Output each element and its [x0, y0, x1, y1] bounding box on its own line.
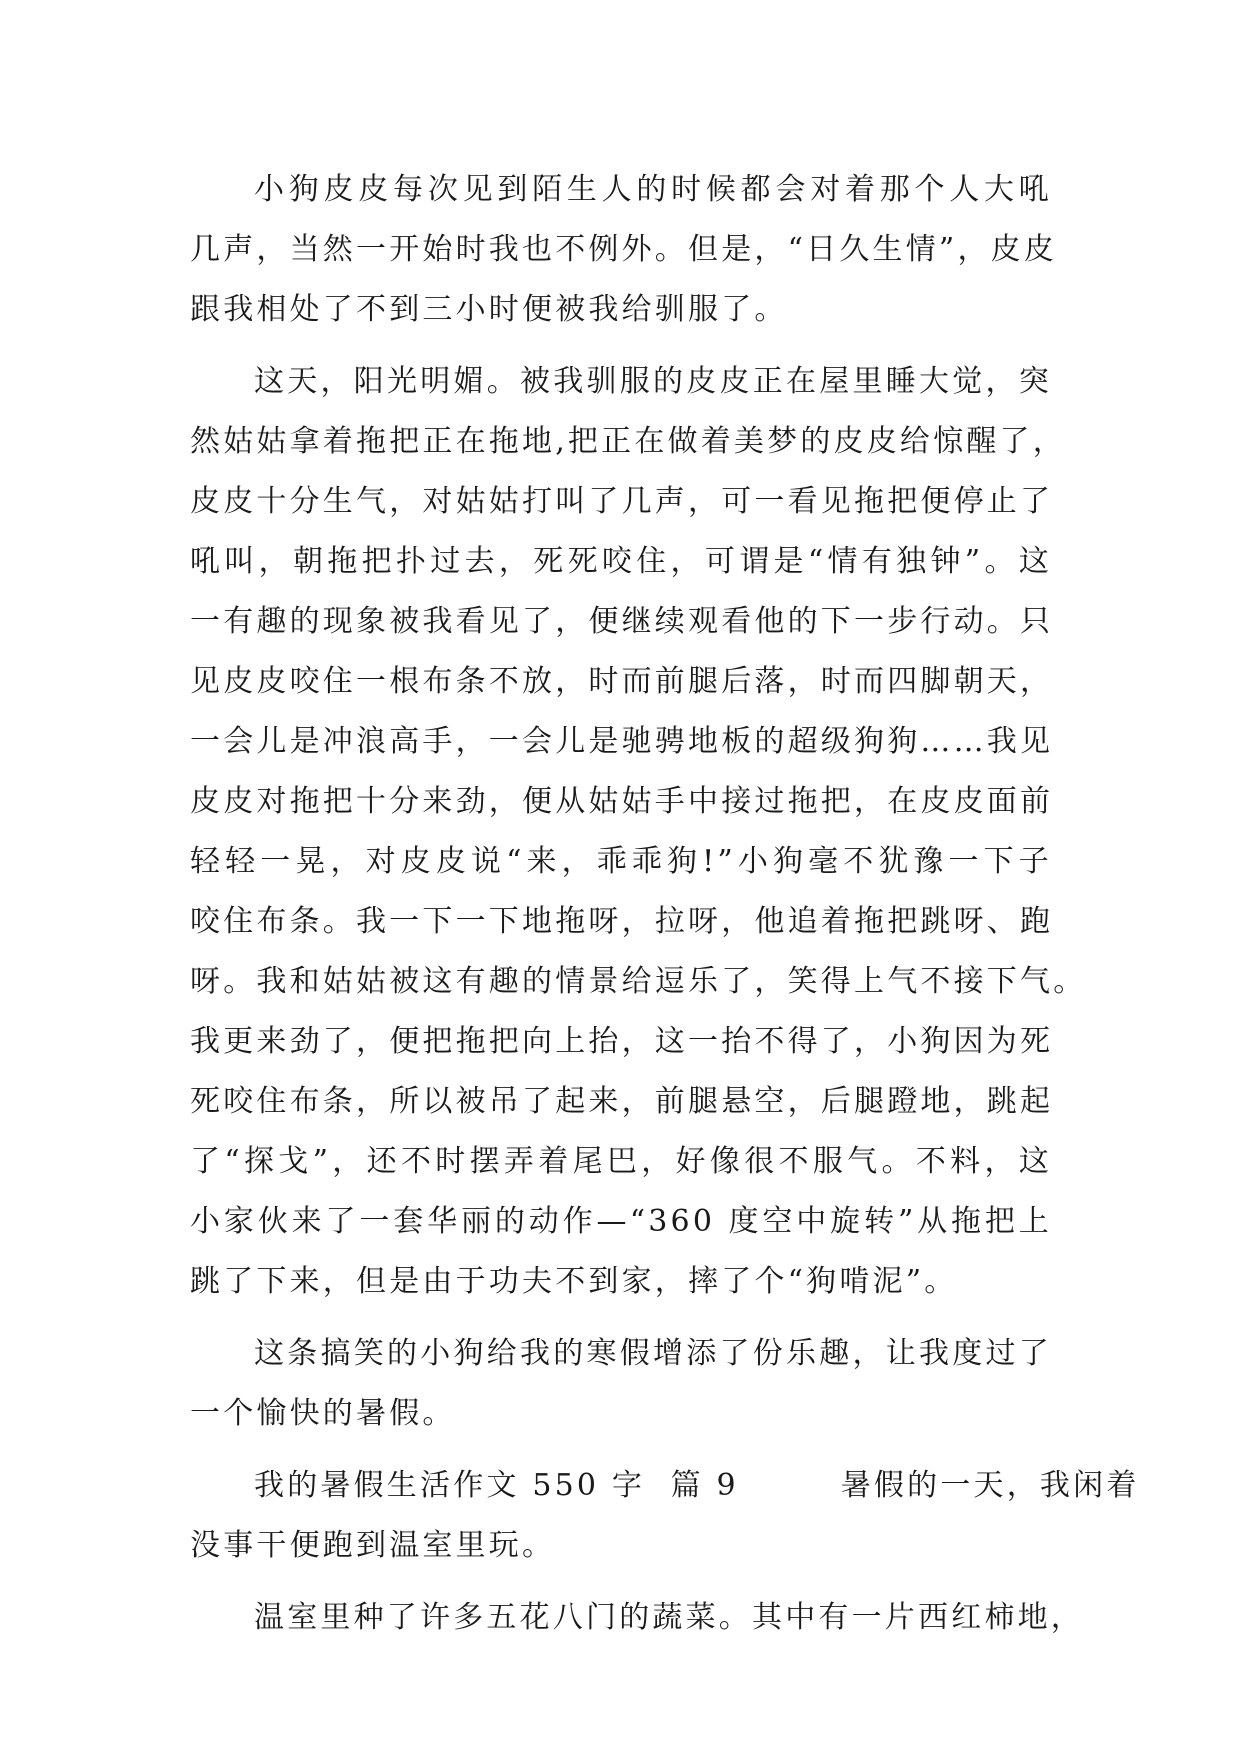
text-line: 这条搞笑的小狗给我的寒假增添了份乐趣，让我度过了 — [254, 1336, 1052, 1371]
text-line: 几声，当然一开始时我也不例外。但是，“日久生情”，皮皮 — [190, 232, 1058, 267]
text-line: 皮皮对拖把十分来劲，便从姑姑手中接过拖把，在皮皮面前 — [190, 784, 1054, 819]
paragraph-1 — [190, 160, 1058, 340]
text-line: 死咬住布条，所以被吊了起来，前腿悬空，后腿蹬地，跳起 — [190, 1084, 1054, 1119]
paragraph-5 — [190, 1588, 1084, 1648]
text-line: 一个愉快的暑假。 — [190, 1396, 456, 1431]
text-line: 这天，阳光明媚。被我驯服的皮皮正在屋里睡大觉，突 — [254, 364, 1052, 399]
paragraph-2 — [190, 352, 1087, 1312]
text-line: 轻轻一晃，对皮皮说“来，乖乖狗!”小狗毫不犹豫一下子 — [190, 844, 1052, 879]
text-line: 跳了下来，但是由于功夫不到家，摔了个“狗啃泥”。 — [190, 1264, 958, 1299]
text-line: 一会儿是冲浪高手，一会儿是驰骋地板的超级狗狗……我见 — [190, 724, 1054, 759]
text-line: 一有趣的现象被我看见了，便继续观看他的下一步行动。只 — [190, 604, 1054, 639]
document-page — [190, 160, 1140, 1648]
text-line: 了“探戈”，还不时摆弄着尾巴，好像很不服气。不料，这 — [190, 1144, 1052, 1179]
text-line: 皮皮十分生气，对姑姑打叫了几声，可一看见拖把便停止了 — [190, 484, 1054, 519]
text-line: 见皮皮咬住一根布条不放，时而前腿后落，时而四脚朝天， — [190, 664, 1054, 699]
text-line: 小狗皮皮每次见到陌生人的时候都会对着那个人大吼 — [254, 172, 1052, 207]
text-line: 温室里种了许多五花八门的蔬菜。其中有一片西红柿地， — [254, 1600, 1084, 1635]
text-line: 然姑姑拿着拖把正在拖地,把正在做着美梦的皮皮给惊醒了， — [190, 424, 1066, 459]
text-line: 小家伙来了一套华丽的动作—“360 度空中旋转”从拖把上 — [190, 1204, 1052, 1239]
text-line: 我更来劲了，便把拖把向上抬，这一抬不得了，小狗因为死 — [190, 1024, 1054, 1059]
text-line: 咬住布条。我一下一下地拖呀，拉呀，他追着拖把跳呀、跑 — [190, 904, 1054, 939]
paragraph-4 — [190, 1456, 1140, 1576]
text-line: 跟我相处了不到三小时便被我给驯服了。 — [190, 292, 788, 327]
text-line: 吼叫，朝拖把扑过去，死死咬住，可谓是“情有独钟”。这 — [190, 544, 1052, 579]
text-line: 我的暑假生活作文 550 字 篇 9 暑假的一天，我闲着 — [254, 1468, 1140, 1503]
text-line: 没事干便跑到温室里玩。 — [190, 1528, 556, 1563]
text-line: 呀。我和姑姑被这有趣的情景给逗乐了，笑得上气不接下气。 — [190, 964, 1087, 999]
paragraph-3 — [190, 1324, 1052, 1444]
